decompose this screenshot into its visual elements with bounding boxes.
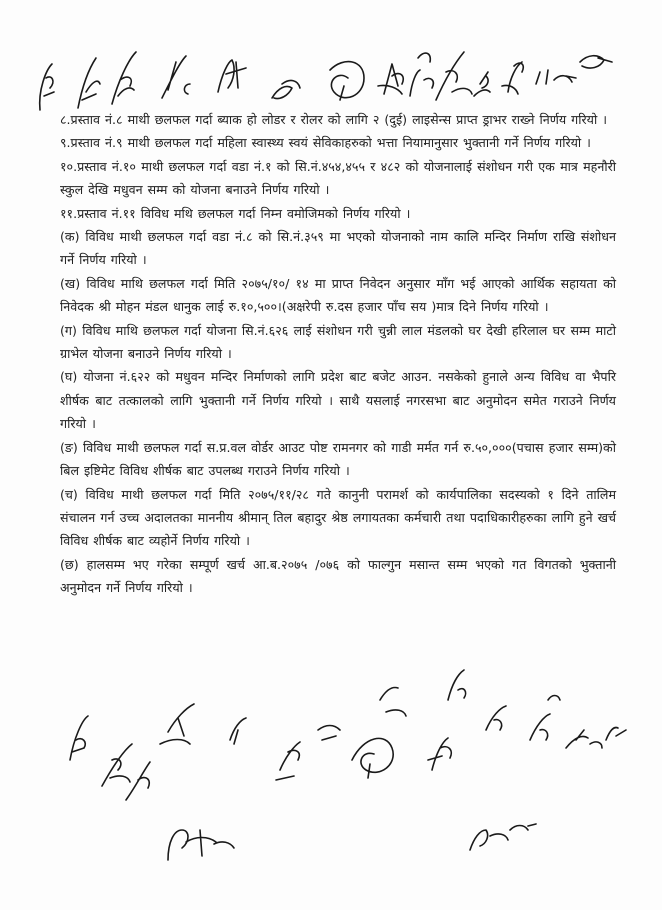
decision-paragraph: ८.प्रस्ताव नं.८ माथी छलफल गर्दा ब्याक हो लोडर र रोलर को लागि २ (दुई) लाइसेन्स प्राप्त ड्राभर राख्ने निर्णय गरियो ।	[60, 112, 608, 127]
decision-paragraph: (ख) विविध माथि छलफल गर्दा मिति २०७५/१०/ १४ मा प्राप्त निवेदन अनुसार माँग भई आएको आर्थिक सहायता को निवेदक श्री मोहन मंडल धानुक लाई रु.१०,५००।(अक्षरेपी रु.दस हजार पाँच सय )मात्र दिने निर्णय गरियो ।	[60, 275, 616, 315]
decision-paragraph: (क) विविध माथी छलफल गर्दा वडा नं.८ को सि.नं.३५९ मा भएको योजनाको नाम कालि मन्दिर निर्माण राखि संशोधन गर्ने निर्णय गरियो ।	[60, 229, 616, 268]
decision-paragraph: (च) विविध माथी छलफल गर्दा मिति २०७५/११/२८ गते कानुनी परामर्श को कार्यपालिका सदस्यको १ दिने तालिम संचालन गर्न उच्च अदालतका माननीय श्रीमान् तिल बहादुर श्रेष्ठ लगायतका कर्मचारी तथा पदाधिकारीहरुका लागि हुने खर्च विविध शीर्षक बाट व्यहोर्ने निर्णय गरियो ।	[60, 486, 616, 549]
decision-paragraph: (ग) विविध माथि छलफल गर्दा योजना सि.नं.६२६ लाई संशोधन गरी चुन्नी लाल मंडलको घर देखी हरिलाल घर सम्म माटो ग्राभेल योजना बनाउने निर्णय गरियो ।	[60, 322, 616, 362]
decision-paragraph: (छ) हालसम्म भए गरेका सम्पूर्ण खर्च आ.ब.२०७५ /०७६ को फाल्गुन मसान्त सम्म भएको गत विगतको भुक्तानी अनुमोदन गर्ने निर्णय गरियो ।	[60, 556, 616, 596]
decision-paragraph: (घ) योजना नं.६२२ को मधुवन मन्दिर निर्माणको लागि प्रदेश बाट बजेट आउन. नसकेको हुनाले अन्य विविध वा भैपरि शीर्षक बाट तत्कालको लागि भुक्तानी गर्ने निर्णय गरियो । साथै यसलाई नगरसभा बाट अनुमोदन समेत गराउने निर्णय गरियो ।	[60, 369, 616, 432]
decision-paragraph: ९.प्रस्ताव नं.९ माथी छलफल गर्दा महिला स्वास्थ्य स्वयं सेविकाहरुको भत्ता नियामानुसार भुक्तानी गर्ने निर्णय गरियो ।	[60, 135, 591, 151]
top-signature-row	[40, 52, 612, 110]
decision-paragraph: (ङ) विविध माथी छलफल गर्दा स.प्र.वल वोर्डर आउट पोष्ट रामनगर को गाडी मर्मत गर्न रु.५०,०००(पचास हजार सम्म)को बिल इष्टिमेट विविध शीर्षक बाट उपलब्ध गराउने निर्णय गरियो ।	[60, 439, 616, 479]
decision-paragraph: ११.प्रस्ताव नं.११ विविध मथि छलफल गर्दा निम्न वमोजिमको निर्णय गरियो ।	[60, 205, 411, 221]
decision-paragraph: १०.प्रस्ताव नं.१० माथी छलफल गर्दा वडा नं.१ को सि.नं.४५४,४५५ र ४८२ को योजनालाई संशोधन गरी एक मात्र महनौरी स्कुल देखि मधुवन सम्म को योजना बनाउने निर्णय गरियो ।	[60, 158, 616, 198]
meeting-minutes-text	[60, 108, 616, 600]
bottom-signature-row	[70, 670, 626, 860]
